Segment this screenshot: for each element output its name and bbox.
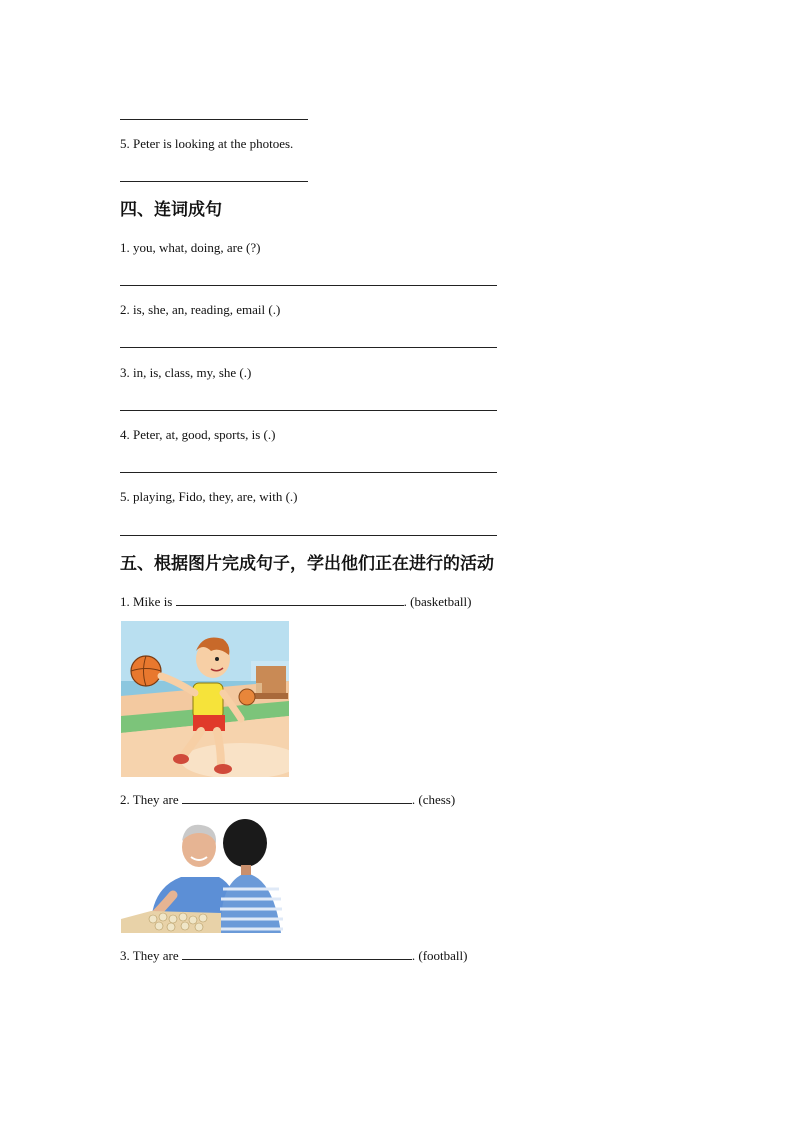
answer-line[interactable]: [120, 285, 497, 286]
sentence-suffix: . (chess): [411, 792, 456, 807]
sentence-suffix: . (football): [411, 948, 468, 963]
sentence-prefix: 1. Mike is: [120, 594, 173, 609]
question-text: 5. Peter is looking at the photoes.: [120, 136, 294, 151]
answer-line[interactable]: [120, 535, 497, 536]
answer-line[interactable]: [120, 347, 497, 348]
sentence-prefix: 3. They are: [120, 948, 179, 963]
answer-line[interactable]: [120, 410, 497, 411]
answer-line[interactable]: [120, 472, 497, 473]
question-text: 5. playing, Fido, they, are, with (.): [120, 489, 298, 504]
sentence-suffix: . (basketball): [403, 594, 472, 609]
fill-sentence: [120, 947, 467, 964]
answer-line[interactable]: [120, 181, 308, 182]
question-text: 1. you, what, doing, are (?): [120, 240, 261, 255]
chess-photo: [121, 819, 289, 933]
section-heading: 五、根据图片完成句子，学出他们正在进行的活动: [120, 554, 494, 574]
fill-sentence: [120, 791, 455, 808]
fill-blank[interactable]: [176, 593, 404, 606]
question-text: 3. in, is, class, my, she (.): [120, 365, 252, 380]
answer-line[interactable]: [120, 119, 308, 120]
fill-blank[interactable]: [182, 947, 412, 960]
question-text: 4. Peter, at, good, sports, is (.): [120, 427, 276, 442]
fill-sentence: [120, 593, 472, 610]
basketball-illustration: [121, 621, 289, 777]
section-heading: 四、连词成句: [120, 200, 222, 220]
fill-blank[interactable]: [182, 791, 412, 804]
question-text: 2. is, she, an, reading, email (.): [120, 302, 281, 317]
sentence-prefix: 2. They are: [120, 792, 179, 807]
